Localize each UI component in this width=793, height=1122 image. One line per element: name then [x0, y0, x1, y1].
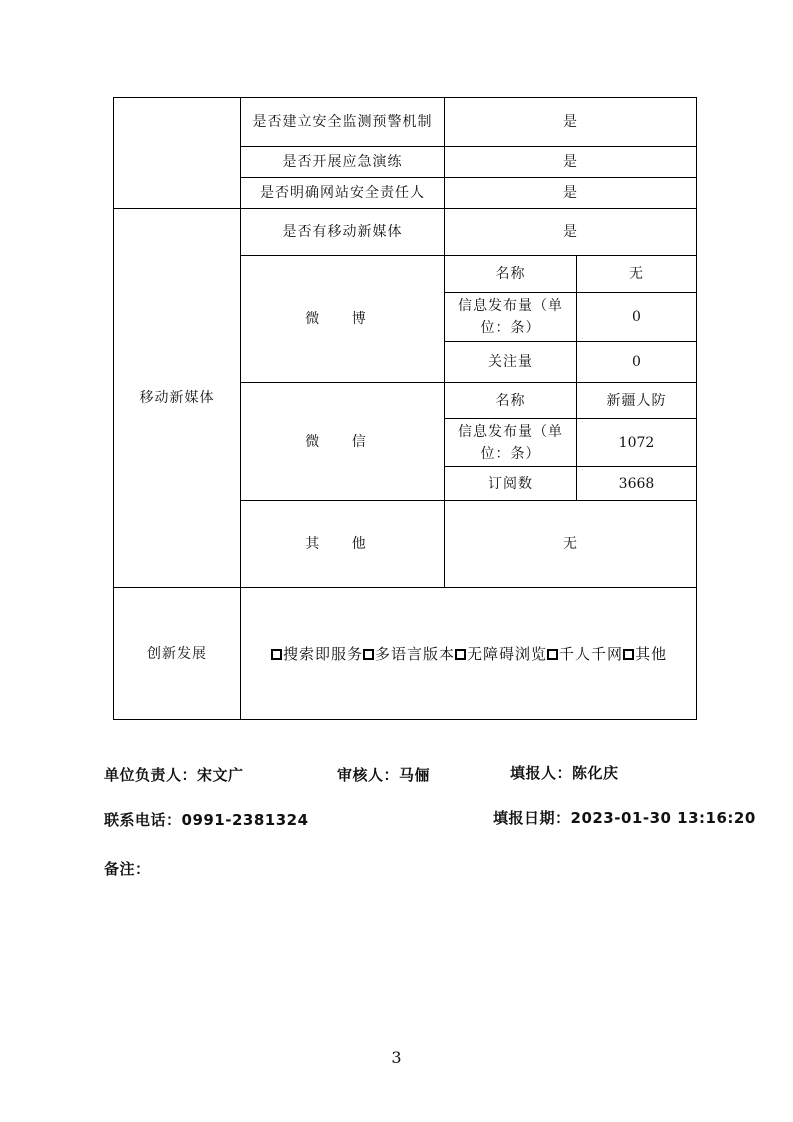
checkbox-icon[interactable] — [547, 649, 558, 660]
other-media-label: 其 他 — [241, 501, 445, 588]
unit-head: 单位负责人：宋文广 — [104, 766, 244, 784]
weibo-posts-value: 0 — [577, 293, 697, 342]
weibo-name-value: 无 — [577, 256, 697, 293]
new-media-section-label: 移动新媒体 — [114, 209, 241, 588]
checkbox-icon[interactable] — [455, 649, 466, 660]
wechat-name-label: 名称 — [445, 383, 577, 419]
weibo-followers-label: 关注量 — [445, 342, 577, 383]
responsible-value: 是 — [445, 178, 697, 209]
page-number: 3 — [391, 1048, 402, 1067]
has-new-media-value: 是 — [445, 209, 697, 256]
wechat-subscribers-value: 3668 — [577, 467, 697, 501]
weibo-posts-label: 信息发布量（单位：条） — [445, 293, 577, 342]
innovation-option[interactable]: 千人千网 — [547, 645, 623, 663]
innovation-option[interactable]: 多语言版本 — [363, 645, 455, 663]
wechat-label: 微 信 — [241, 383, 445, 501]
weibo-followers-value: 0 — [577, 342, 697, 383]
weibo-label: 微 博 — [241, 256, 445, 383]
checkbox-icon[interactable] — [363, 649, 374, 660]
remarks-label: 备注： — [104, 860, 151, 878]
wechat-posts-value: 1072 — [577, 419, 697, 467]
wechat-subscribers-label: 订阅数 — [445, 467, 577, 501]
has-new-media-label: 是否有移动新媒体 — [241, 209, 445, 256]
checkbox-icon[interactable] — [271, 649, 282, 660]
innovation-option[interactable]: 搜索即服务 — [271, 645, 363, 663]
innovation-option[interactable]: 其他 — [623, 645, 667, 663]
responsible-label: 是否明确网站安全责任人 — [241, 178, 445, 209]
drill-value: 是 — [445, 147, 697, 178]
innovation-option[interactable]: 无障碍浏览 — [455, 645, 547, 663]
filler: 填报人：陈化庆 — [510, 764, 619, 782]
monitoring-label: 是否建立安全监测预警机制 — [241, 98, 445, 147]
report-table — [113, 97, 697, 720]
monitoring-value: 是 — [445, 98, 697, 147]
other-media-value: 无 — [445, 501, 697, 588]
fill-date: 填报日期：2023-01-30 13:16:20 — [493, 809, 756, 827]
security-section-cell — [114, 98, 241, 209]
innovation-section-label: 创新发展 — [114, 588, 241, 720]
weibo-name-label: 名称 — [445, 256, 577, 293]
innovation-options — [241, 588, 697, 720]
wechat-name-value: 新疆人防 — [577, 383, 697, 419]
checkbox-icon[interactable] — [623, 649, 634, 660]
drill-label: 是否开展应急演练 — [241, 147, 445, 178]
contact-phone: 联系电话：0991-2381324 — [104, 811, 309, 829]
wechat-posts-label: 信息发布量（单位：条） — [445, 419, 577, 467]
reviewer: 审核人：马俪 — [337, 766, 431, 784]
